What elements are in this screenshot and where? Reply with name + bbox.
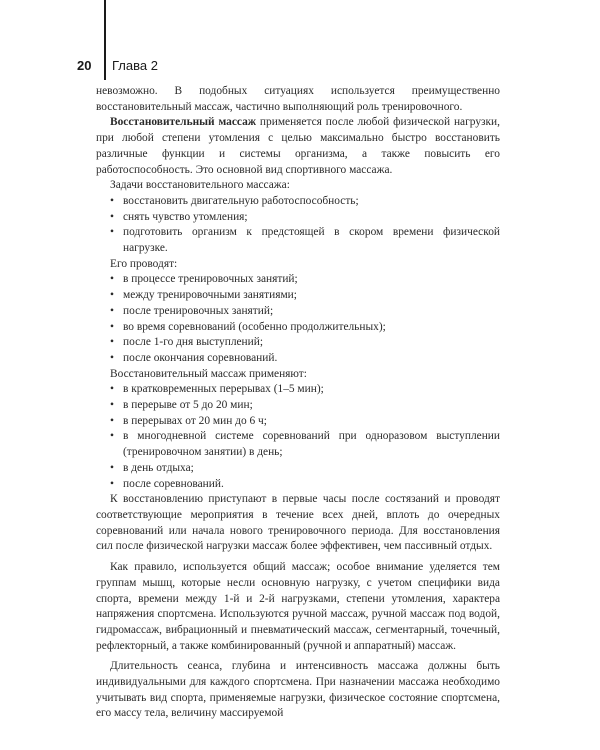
- list-item: • после 1-го дня выступлений;: [110, 335, 500, 351]
- recovery-massage-term: Восстановительный массаж: [110, 116, 257, 129]
- recovery-massage-paragraph: [96, 115, 500, 178]
- start-paragraph: К восстановлению приступают в первые часы после состязаний и проводят соответствующие мероприятия в течение всех дней, вплоть до очередных соревнований или начала нового тренировочного периода. Для восстановления сил после физической нагрузки массаж более эффективен, чем пассивный отдых.: [96, 493, 500, 553]
- list-item: • в процессе тренировочных занятий;: [110, 272, 500, 288]
- chapter-label: Глава 2: [112, 58, 158, 73]
- list-item: • во время соревнований (особенно продолжительных);: [110, 320, 500, 336]
- tasks-list: [96, 194, 500, 257]
- list-item: • восстановить двигательную работоспособность;: [110, 194, 500, 210]
- applied-list: [96, 382, 500, 492]
- body-text: [96, 84, 500, 722]
- list-item: • в перерыве от 5 до 20 мин;: [110, 398, 500, 414]
- header-vertical-rule: [104, 0, 106, 80]
- general-massage-paragraph: Как правило, используется общий массаж; особое внимание уделяется тем группам мышц, которые несли основную нагрузку, с учетом специфики вида спорта, времени между 1-й и 2-й нагрузками, степени утомления, характера напряжения спортсмена. Используются ручной массаж, ручной массаж под водой, гидромассаж, вибрационный и пневматический массаж, сегментарный, точечный, рефлекторный, а также комбинированный (ручной и аппаратный) массаж.: [96, 561, 500, 652]
- intro-paragraph: невозможно. В подобных ситуациях используется преимущественно восстановительный массаж, частично выполняющий роль тренировочного.: [96, 85, 500, 113]
- page-number: 20: [77, 58, 92, 73]
- list-item: • подготовить организм к предстоящей в скором времени физической нагрузке.: [110, 225, 500, 256]
- applied-title: Восстановительный массаж применяют:: [110, 367, 307, 380]
- list-item: • после окончания соревнований.: [110, 351, 500, 367]
- list-item: • между тренировочными занятиями;: [110, 288, 500, 304]
- tasks-title: Задачи восстановительного массажа:: [110, 179, 290, 192]
- conduct-title: Его проводят:: [110, 257, 178, 270]
- duration-paragraph: Длительность сеанса, глубина и интенсивность массажа должны быть индивидуальными для каждого спортсмена. При назначении массажа необходимо учитывать вид спорта, применяемые нагрузки, физическое состояние спортсмена, его массу тела, величину массируемой: [96, 660, 500, 720]
- list-item: • после соревнований.: [110, 477, 500, 493]
- conduct-list: [96, 272, 500, 366]
- list-item: • после тренировочных занятий;: [110, 304, 500, 320]
- list-item: • в кратковременных перерывах (1–5 мин);: [110, 382, 500, 398]
- list-item: • в многодневной системе соревнований при одноразовом выступлении (тренировочном занятии) в день;: [110, 429, 500, 460]
- list-item: • в перерывах от 20 мин до 6 ч;: [110, 414, 500, 430]
- list-item: • в день отдыха;: [110, 461, 500, 477]
- list-item: • снять чувство утомления;: [110, 210, 500, 226]
- recovery-massage-text: применяется после любой физической нагрузки, при любой степени утомления с целью максимально быстро восстановить различные функции и системы организма, а также повысить его работоспособность. Это основной вид спортивного массажа.: [96, 116, 500, 176]
